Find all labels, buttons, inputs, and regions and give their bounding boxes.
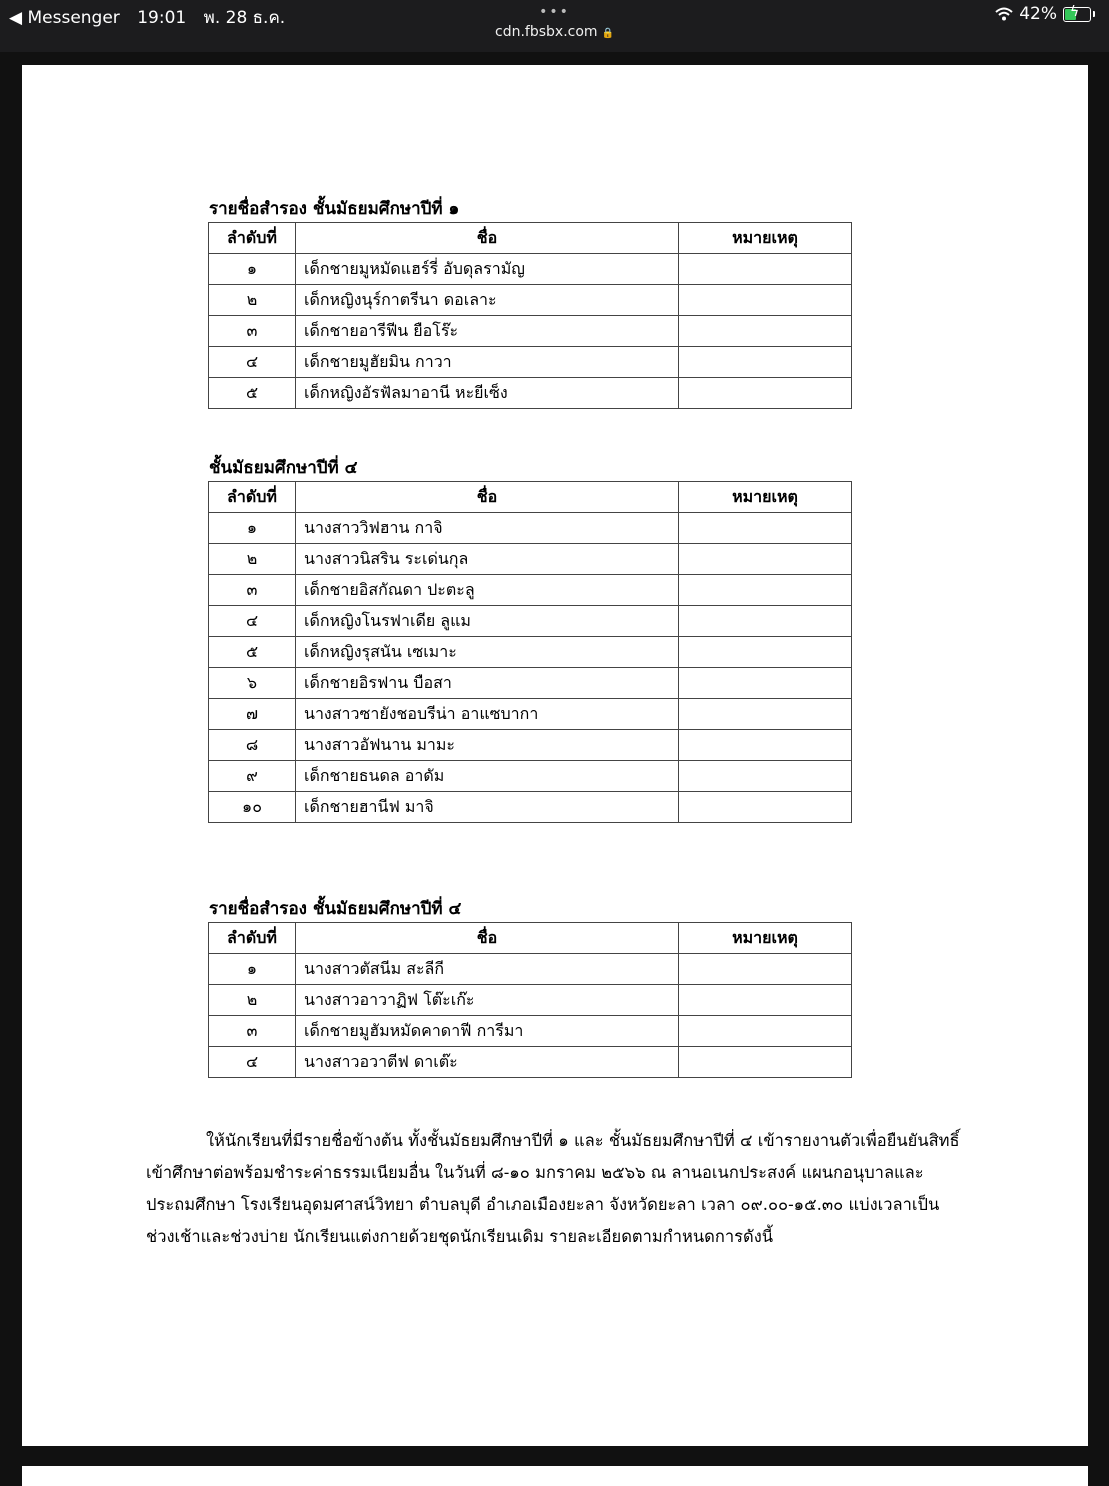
student-name: นางสาวตัสนีม สะลีกี (296, 954, 679, 985)
table-row (209, 792, 852, 823)
row-note (679, 699, 852, 730)
table-row (209, 668, 852, 699)
header-name: ชื่อ (296, 223, 679, 254)
row-number: ๔ (209, 1047, 296, 1078)
row-note (679, 347, 852, 378)
status-right (995, 4, 1095, 24)
student-name: เด็กชายฮานีฟ มาจิ (296, 792, 679, 823)
row-number: ๗ (209, 699, 296, 730)
row-note (679, 1016, 852, 1047)
battery-tip (1093, 11, 1095, 17)
table-row (209, 254, 852, 285)
row-note (679, 637, 852, 668)
row-number: ๔ (209, 347, 296, 378)
table-row (209, 699, 852, 730)
lock-icon: 🔒 (601, 28, 614, 39)
row-note (679, 792, 852, 823)
student-name: นางสาวอวาตีฟ ดาเต๊ะ (296, 1047, 679, 1078)
table-row (209, 378, 852, 409)
student-name: เด็กหญิงนุร์กาตรีนา ดอเลาะ (296, 285, 679, 316)
row-note (679, 668, 852, 699)
row-note (679, 985, 852, 1016)
table-row (209, 347, 852, 378)
table-row (209, 761, 852, 792)
charging-bolt-icon: ϟ (1070, 3, 1080, 20)
row-note (679, 513, 852, 544)
row-note (679, 378, 852, 409)
student-name: เด็กชายอารีฟีน ยือโร๊ะ (296, 316, 679, 347)
table-header-row (209, 923, 852, 954)
row-note (679, 1047, 852, 1078)
row-number: ๘ (209, 730, 296, 761)
header-name: ชื่อ (296, 482, 679, 513)
student-name: เด็กหญิงรุสนัน เซเมาะ (296, 637, 679, 668)
row-note (679, 730, 852, 761)
table-row (209, 606, 852, 637)
document-page (22, 65, 1088, 1446)
instruction-paragraph: ให้นักเรียนที่มีรายชื่อข้างต้น ทั้งชั้นมัธยมศึกษาปีที่ ๑ และ ชั้นมัธยมศึกษาปีที่ ๔ เข้ารายงานตัวเพื่อยืนยันสิทธิ์เข้าศึกษาต่อพร้อมชำระค่าธรรมเนียมอื่น ในวันที่ ๘-๑๐ มกราคม ๒๕๖๖ ณ ลานอเนกประสงค์ แผนกอนุบาลและประถมศึกษา โรงเรียนอุดมศาสน์วิทยา ตำบลบุดี อำเภอเมืองยะลา จังหวัดยะลา เวลา ๐๙.๐๐-๑๕.๓๐ แบ่งเวลาเป็นช่วงเช้าและช่วงบ่าย นักเรียนแต่งกายด้วยชุดนักเรียนเดิม รายละเอียดตามกำหนดการดังนี้ (146, 1131, 960, 1246)
table-row (209, 316, 852, 347)
row-number: ๓ (209, 1016, 296, 1047)
row-number: ๖ (209, 668, 296, 699)
row-number: ๑ (209, 954, 296, 985)
row-note (679, 761, 852, 792)
header-no: ลำดับที่ (209, 923, 296, 954)
table-row (209, 954, 852, 985)
header-no: ลำดับที่ (209, 223, 296, 254)
student-name: เด็กหญิงอัรฟัลมาอานี หะยีเซ็ง (296, 378, 679, 409)
table-row (209, 637, 852, 668)
table-row (209, 1047, 852, 1078)
table-row (209, 513, 852, 544)
row-number: ๓ (209, 316, 296, 347)
student-name: นางสาวซายังชอบรีน่า อาแซบากา (296, 699, 679, 730)
row-number: ๕ (209, 637, 296, 668)
more-dots-icon[interactable]: ••• (539, 4, 570, 20)
wifi-icon (995, 7, 1013, 21)
table-header-row (209, 482, 852, 513)
table-row (209, 544, 852, 575)
row-note (679, 316, 852, 347)
section2-table (208, 481, 852, 823)
section2-title: ชั้นมัธยมศึกษาปีที่ ๔ (209, 458, 358, 478)
row-note (679, 606, 852, 637)
row-note (679, 575, 852, 606)
row-number: ๑๐ (209, 792, 296, 823)
row-number: ๒ (209, 985, 296, 1016)
header-note: หมายเหตุ (679, 223, 852, 254)
row-note (679, 285, 852, 316)
header-note: หมายเหตุ (679, 923, 852, 954)
battery-percent: 42% (1019, 4, 1057, 24)
header-note: หมายเหตุ (679, 482, 852, 513)
section3-title: รายชื่อสำรอง ชั้นมัธยมศึกษาปีที่ ๔ (209, 899, 462, 919)
row-note (679, 254, 852, 285)
next-page-edge (22, 1466, 1088, 1486)
section1-title: รายชื่อสำรอง ชั้นมัธยมศึกษาปีที่ ๑ (209, 199, 460, 219)
battery-icon (1063, 3, 1091, 22)
row-note (679, 954, 852, 985)
header-name: ชื่อ (296, 923, 679, 954)
back-to-messenger-link[interactable]: ◀ Messenger (9, 8, 120, 28)
url-text: cdn.fbsbx.com (495, 24, 598, 40)
url-area[interactable] (0, 3, 1109, 40)
row-number: ๓ (209, 575, 296, 606)
student-name: นางสาววิฟฮาน กาจิ (296, 513, 679, 544)
row-number: ๑ (209, 513, 296, 544)
table-row (209, 285, 852, 316)
table-header-row (209, 223, 852, 254)
table-row (209, 985, 852, 1016)
table-row (209, 1016, 852, 1047)
student-name: เด็กหญิงโนรฟาเดีย ลูแม (296, 606, 679, 637)
table-row (209, 575, 852, 606)
url-bar[interactable] (0, 24, 1109, 40)
student-name: นางสาวนิสริน ระเด่นกุล (296, 544, 679, 575)
student-name: นางสาวอัฟนาน มามะ (296, 730, 679, 761)
student-name: เด็กชายอิสกัณดา ปะตะลู (296, 575, 679, 606)
student-name: เด็กชายธนดล อาดัม (296, 761, 679, 792)
row-number: ๒ (209, 285, 296, 316)
status-time: 19:01 (137, 8, 187, 28)
student-name: เด็กชายอิรฟาน บือสา (296, 668, 679, 699)
status-date: พ. 28 ธ.ค. (203, 8, 286, 28)
row-note (679, 544, 852, 575)
section1-table (208, 222, 852, 409)
header-no: ลำดับที่ (209, 482, 296, 513)
row-number: ๕ (209, 378, 296, 409)
row-number: ๑ (209, 254, 296, 285)
row-number: ๒ (209, 544, 296, 575)
student-name: นางสาวอาวาฏิฟ โต๊ะเก๊ะ (296, 985, 679, 1016)
row-number: ๙ (209, 761, 296, 792)
table-row (209, 730, 852, 761)
section3-table (208, 922, 852, 1078)
student-name: เด็กชายมูฮัยมิน กาวา (296, 347, 679, 378)
student-name: เด็กชายมูฮัมหมัดคาดาฟี การีมา (296, 1016, 679, 1047)
row-number: ๔ (209, 606, 296, 637)
student-name: เด็กชายมูหมัดแฮร์รี่ อับดุลรามัญ (296, 254, 679, 285)
status-bar (0, 0, 1109, 52)
